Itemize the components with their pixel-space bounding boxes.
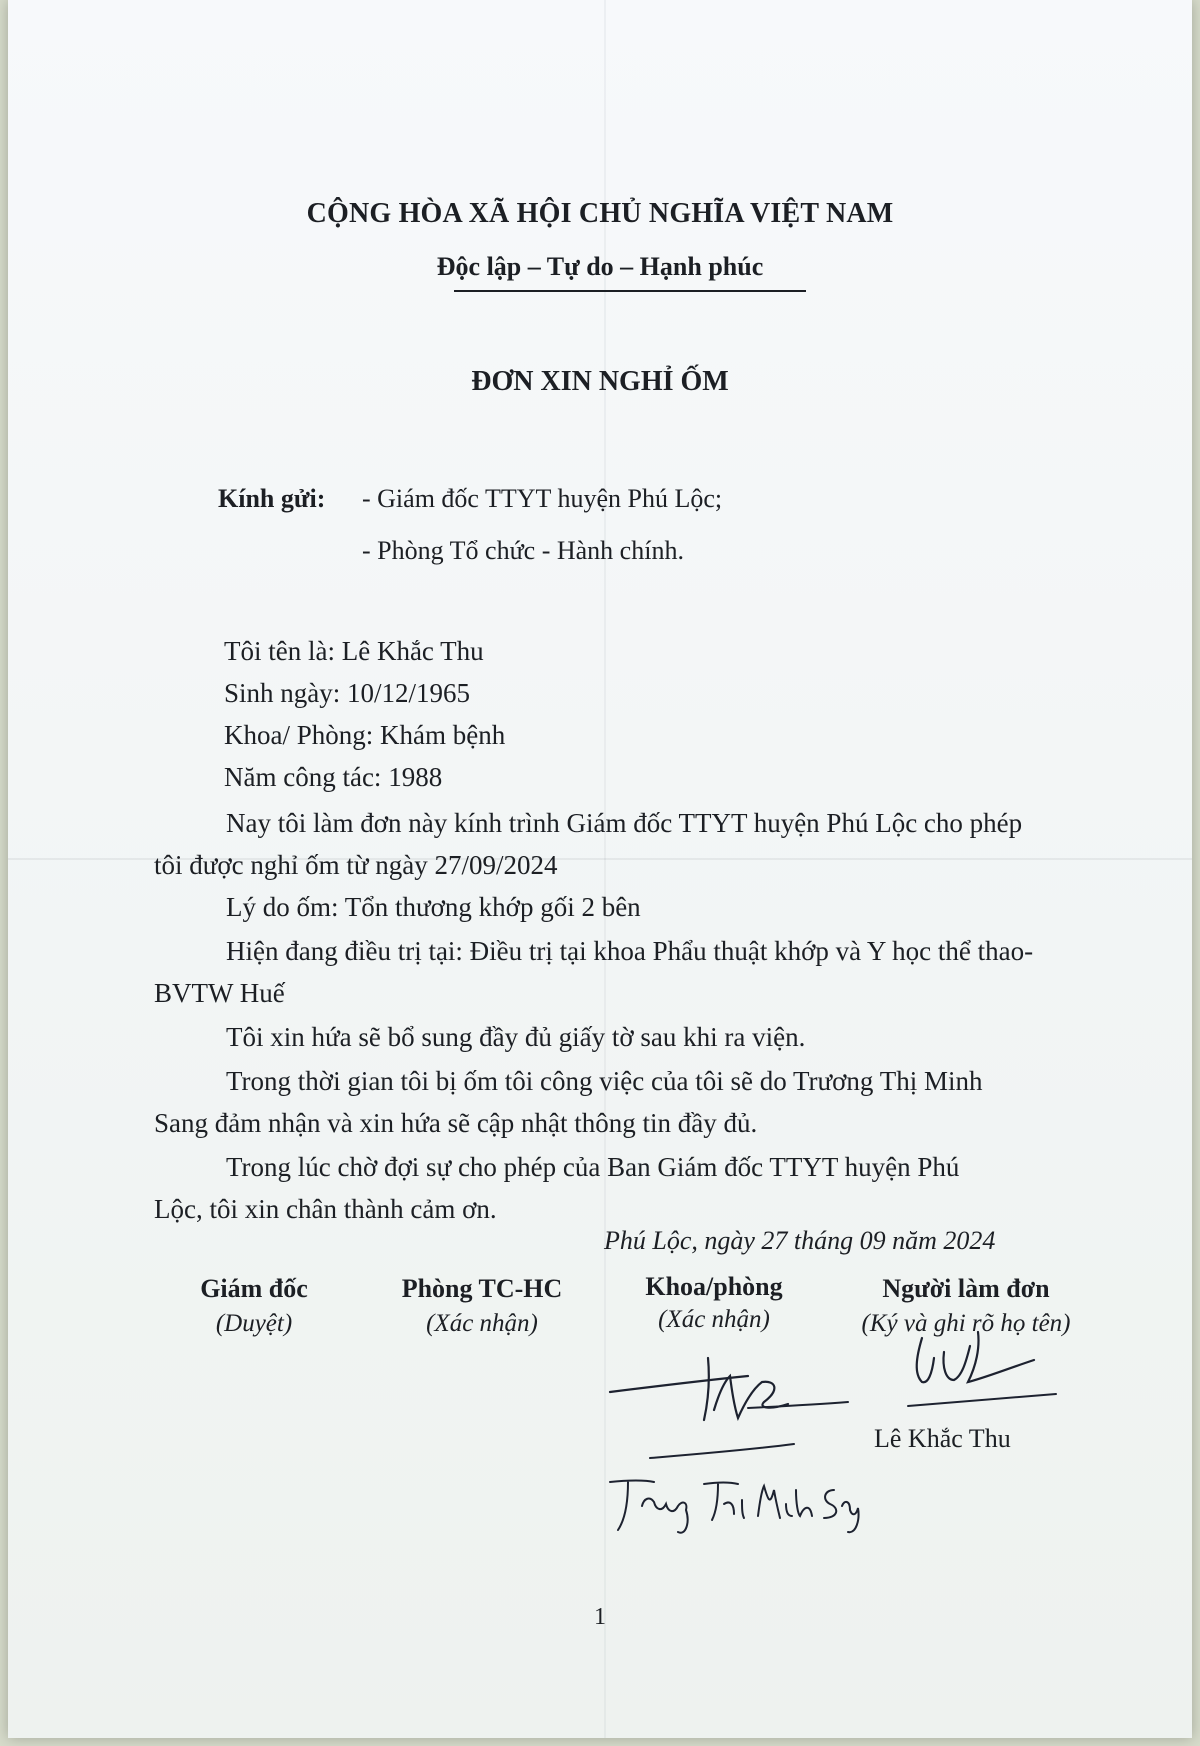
body-line: Sinh ngày: 10/12/1965 xyxy=(224,678,471,708)
signature-role: Phòng TC-HC xyxy=(401,1274,563,1303)
recipient-item: - Phòng Tổ chức - Hành chính. xyxy=(362,536,684,565)
place-date: Phú Lộc, ngày 27 tháng 09 năm 2024 xyxy=(604,1226,996,1255)
signature-role: Khoa/phòng xyxy=(645,1272,783,1301)
body-line: Tôi tên là: Lê Khắc Thu xyxy=(224,636,484,666)
recipient-label: Kính gửi: xyxy=(218,484,326,513)
signature-note: (Duyệt) xyxy=(215,1310,293,1337)
motto-underline xyxy=(454,290,806,292)
document-page xyxy=(8,0,1192,1738)
body-line: Năm công tác: 1988 xyxy=(224,762,443,792)
national-motto: Độc lập – Tự do – Hạnh phúc xyxy=(436,252,764,281)
body-line: Nay tôi làm đơn này kính trình Giám đốc TTYT huyện Phú Lộc cho phép xyxy=(226,808,1023,838)
body-line: Sang đảm nhận và xin hứa sẽ cập nhật thông tin đầy đủ. xyxy=(154,1108,758,1138)
signature-mark xyxy=(598,1340,858,1460)
national-header: CỘNG HÒA XÃ HỘI CHỦ NGHĨA VIỆT NAM xyxy=(306,198,894,229)
body-line: tôi được nghỉ ốm từ ngày 27/09/2024 xyxy=(154,850,558,880)
body-line: Trong thời gian tôi bị ốm tôi công việc của tôi sẽ do Trương Thị Minh xyxy=(226,1066,983,1096)
body-line: Lộc, tôi xin chân thành cảm ơn. xyxy=(154,1194,497,1224)
body-line: Hiện đang điều trị tại: Điều trị tại khoa Phẩu thuật khớp và Y học thể thao- xyxy=(226,936,1034,966)
body-line: Trong lúc chờ đợi sự cho phép của Ban Giám đốc TTYT huyện Phú xyxy=(226,1152,960,1182)
page-number: 1 xyxy=(594,1604,606,1630)
signer-name: Lê Khắc Thu xyxy=(874,1424,1011,1453)
body-line: Lý do ốm: Tổn thương khớp gối 2 bên xyxy=(226,892,641,922)
signature-mark xyxy=(888,1318,1068,1418)
handwritten-name-signature xyxy=(598,1460,868,1540)
signature-role: Người làm đơn xyxy=(882,1274,1050,1303)
body-line: Tôi xin hứa sẽ bổ sung đầy đủ giấy tờ sau khi ra viện. xyxy=(226,1022,806,1052)
body-line: Khoa/ Phòng: Khám bệnh xyxy=(224,720,506,750)
recipient-item: - Giám đốc TTYT huyện Phú Lộc; xyxy=(362,484,723,513)
document-title: ĐƠN XIN NGHỈ ỐM xyxy=(471,366,729,397)
signature-note: (Xác nhận) xyxy=(426,1310,538,1337)
body-line: BVTW Huế xyxy=(154,978,285,1008)
signature-role: Giám đốc xyxy=(200,1274,308,1303)
signature-note: (Ký và ghi rõ họ tên) xyxy=(861,1310,1071,1337)
signature-note: (Xác nhận) xyxy=(658,1306,770,1333)
